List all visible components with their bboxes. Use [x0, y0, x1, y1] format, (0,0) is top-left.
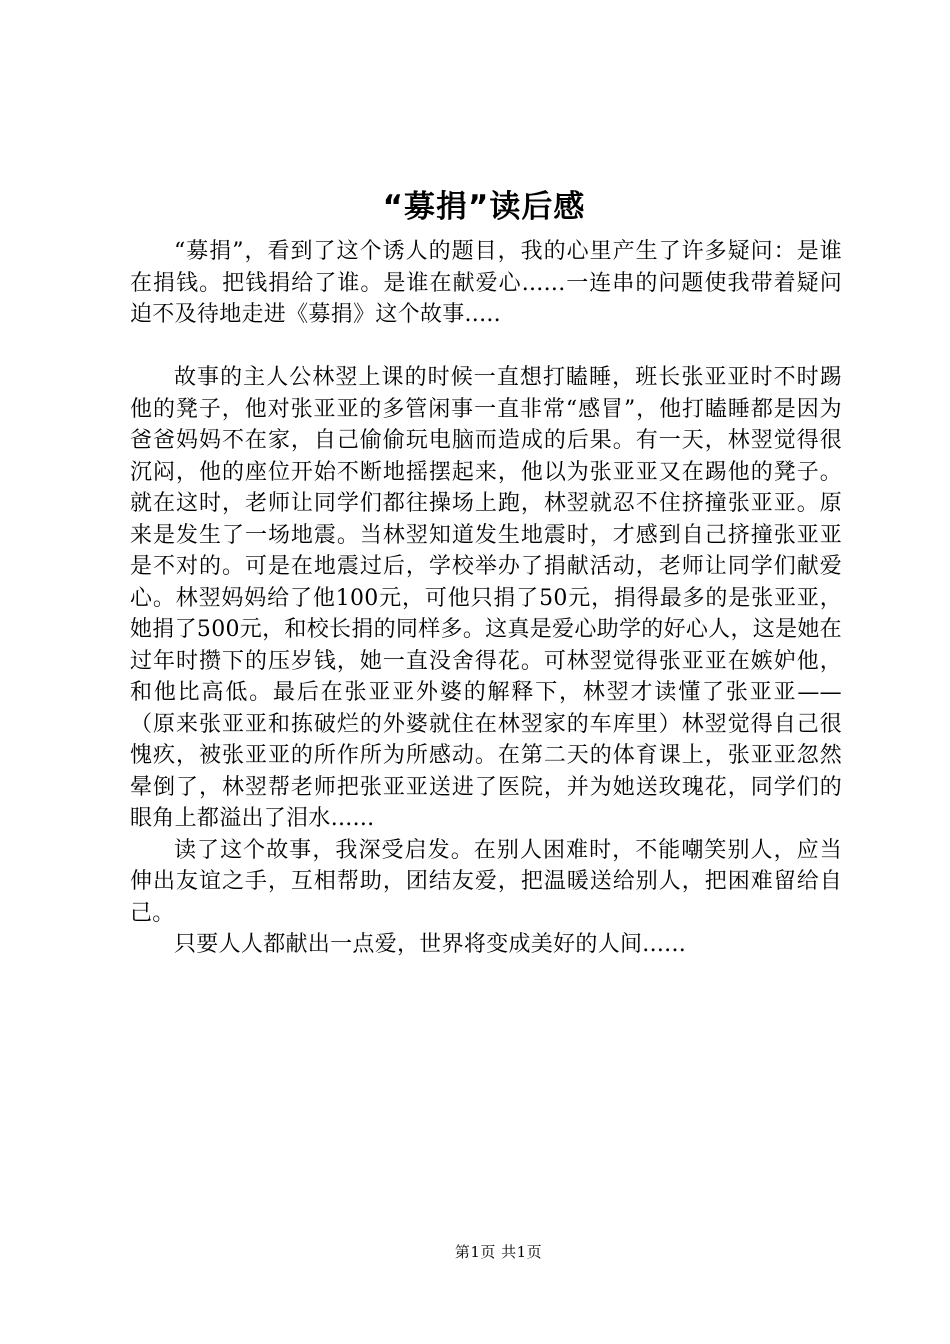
paragraph-reflection: 读了这个故事，我深受启发。在别人困难时，不能嘲笑别人，应当伸出友谊之手，互相帮助，团结友爱，把温暖送给别人，把困难留给自己。 — [130, 837, 842, 926]
paragraph-spacer — [130, 331, 842, 363]
paragraph-intro: “募捐”，看到了这个诱人的题目，我的心里产生了许多疑问：是谁在捐钱。把钱捐给了谁。是谁在献爱心......一连串的问题使我带着疑问迫不及待地走进《募捐》这个故事..... — [130, 239, 842, 327]
paragraph-story: 故事的主人公林翌上课的时候一直想打瞌睡，班长张亚亚时不时踢他的凳子，他对张亚亚的多管闲事一直非常“感冒”，他打瞌睡都是因为爸爸妈妈不在家，自己偷偷玩电脑而造成的后果。有一天，林翌觉得很沉闷，他的座位开始不断地摇摆起来，他以为张亚亚又在踢他的凳子。就在这时，老师让同学们都往操场上跑，林翌就忍不住挤撞张亚亚。原来是发生了一场地震。当林翌知道发生地震时，才感到自己挤撞张亚亚是不对的。可是在地震过后，学校举办了捐献活动，老师让同学们献爱心。林翌妈妈给了他100元，可他只捐了50元，捐得最多的是张亚亚，她捐了500元，和校长捐的同样多。这真是爱心助学的好心人，这是她在过年时攒下的压岁钱，她一直没舍得花。可林翌觉得张亚亚在嫉妒他，和他比高低。最后在张亚亚外婆的解释下，林翌才读懂了张亚亚——（原来张亚亚和拣破烂的外婆就住在林翌家的车库里）林翌觉得自己很愧疚，被张亚亚的所作所为所感动。在第二天的体育课上，张亚亚忽然晕倒了，林翌帮老师把张亚亚送进了医院，并为她送玫瑰花，同学们的眼角上都溢出了泪水...... — [130, 365, 842, 831]
document-body — [130, 236, 842, 961]
paragraph-conclusion: 只要人人都献出一点爱，世界将变成美好的人间...... — [174, 932, 687, 957]
page-footer: 第1页 共1页 — [454, 1243, 543, 1261]
document-title: “募捐”读后感 — [382, 189, 586, 225]
